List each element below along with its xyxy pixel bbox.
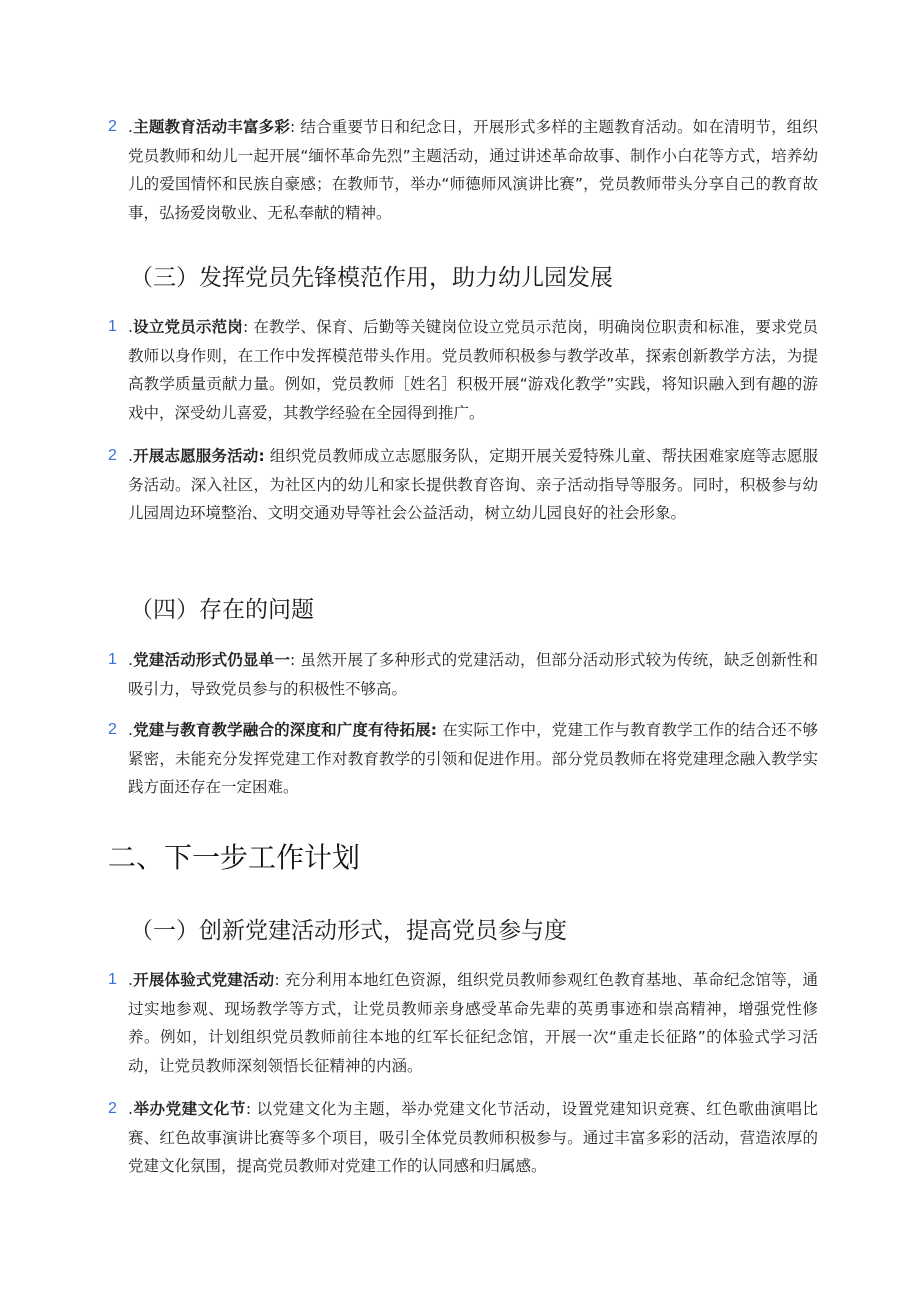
list-dot: . xyxy=(128,447,133,465)
list-dot: . xyxy=(128,118,133,136)
list-item xyxy=(108,716,818,802)
list-item xyxy=(108,113,818,227)
list-item-body xyxy=(108,1095,818,1181)
section-heading: （三）发挥党员先锋模范作用，助力幼儿园发展 xyxy=(130,265,613,291)
item-separator: : xyxy=(290,651,296,669)
item-text: 组织党员教师成立志愿服务队，定期开展关爱特殊儿童、帮扶困难家庭等志愿服务活动。深入社区，为社区内的幼儿和家长提供教育咨询、亲子活动指导等服务。同时，积极参与幼儿园周边环境整治、文明交通劝导等社会公益活动，树立幼儿园良好的社会形象。 xyxy=(128,447,818,522)
item-separator: : xyxy=(242,318,249,336)
item-title: 党建与教育教学融合的深度和广度有待拓展: xyxy=(132,721,438,739)
list-item-body xyxy=(108,113,818,227)
list-item-body xyxy=(108,646,818,703)
list-dot: . xyxy=(128,721,133,739)
list-dot: . xyxy=(128,318,133,336)
list-item xyxy=(108,646,818,703)
list-number: 2 xyxy=(108,1100,117,1117)
list-dot: . xyxy=(128,971,133,989)
item-title: 举办党建文化节 xyxy=(132,1100,246,1118)
chapter-heading: 二、下一步工作计划 xyxy=(108,841,361,874)
list-item-body xyxy=(108,966,818,1080)
item-separator: : xyxy=(245,1100,252,1118)
list-number: 1 xyxy=(108,651,117,668)
item-text: 虽然开展了多种形式的党建活动，但部分活动形式较为传统，缺乏创新性和吸引力，导致党员参与的积极性不够高。 xyxy=(128,651,818,698)
item-text: 在实际工作中，党建工作与教育教学工作的结合还不够紧密，未能充分发挥党建工作对教育教学的引领和促进作用。部分党员教师在将党建理念融入教学实践方面还存在一定困难。 xyxy=(128,721,818,796)
item-text: 充分利用本地红色资源，组织党员教师参观红色教育基地、革命纪念馆等，通过实地参观、现场教学等方式，让党员教师亲身感受革命先辈的英勇事迹和崇高精神，增强党性修养。例如，计划组织党员教师前往本地的红军长征纪念馆，开展一次“重走长征路”的体验式学习活动，让党员教师深刻领悟长征精神的内涵。 xyxy=(128,971,818,1075)
list-item xyxy=(108,966,818,1080)
item-separator: : xyxy=(274,971,280,989)
item-text: 在教学、保育、后勤等关键岗位设立党员示范岗，明确岗位职责和标准，要求党员教师以身作则，在工作中发挥模范带头作用。党员教师积极参与教学改革，探索创新教学方法，为提高教学质量贡献力量。例如，党员教师［姓名］积极开展“游戏化教学”实践，将知识融入到有趣的游戏中，深受幼儿喜爱，其教学经验在全园得到推广。 xyxy=(128,318,818,422)
item-text: 以党建文化为主题，举办党建文化节活动，设置党建知识竞赛、红色歌曲演唱比赛、红色故事演讲比赛等多个项目，吸引全体党员教师积极参与。通过丰富多彩的活动，营造浓厚的党建文化氛围，提高党员教师对党建工作的认同感和归属感。 xyxy=(128,1100,818,1175)
list-item-body xyxy=(108,442,818,528)
list-number: 1 xyxy=(108,971,117,988)
list-number: 1 xyxy=(108,318,117,335)
list-number: 2 xyxy=(108,721,117,738)
item-title: 设立党员示范岗 xyxy=(132,318,243,336)
section-heading: （一）创新党建活动形式，提高党员参与度 xyxy=(130,918,567,944)
list-item xyxy=(108,1095,818,1181)
list-dot: . xyxy=(128,651,133,669)
item-title: 党建活动形式仍显单一 xyxy=(132,651,291,669)
list-dot: . xyxy=(128,1100,133,1118)
list-item xyxy=(108,313,818,427)
list-item-body xyxy=(108,716,818,802)
item-title: 主题教育活动丰富多彩 xyxy=(132,118,291,136)
list-number: 2 xyxy=(108,118,117,135)
item-separator: : xyxy=(290,118,296,136)
item-title: 开展志愿服务活动: xyxy=(132,447,265,465)
list-item xyxy=(108,442,818,528)
item-text: 结合重要节日和纪念日，开展形式多样的主题教育活动。如在清明节，组织党员教师和幼儿一起开展“缅怀革命先烈”主题活动，通过讲述革命故事、制作小白花等方式，培养幼儿的爱国情怀和民族自豪感；在教师节，举办“师德师风演讲比赛”，党员教师带头分享自己的教育故事，弘扬爱岗敬业、无私奉献的精神。 xyxy=(128,118,818,222)
list-number: 2 xyxy=(108,447,117,464)
item-title: 开展体验式党建活动 xyxy=(132,971,275,989)
section-heading: （四）存在的问题 xyxy=(130,597,314,623)
list-item-body xyxy=(108,313,818,427)
